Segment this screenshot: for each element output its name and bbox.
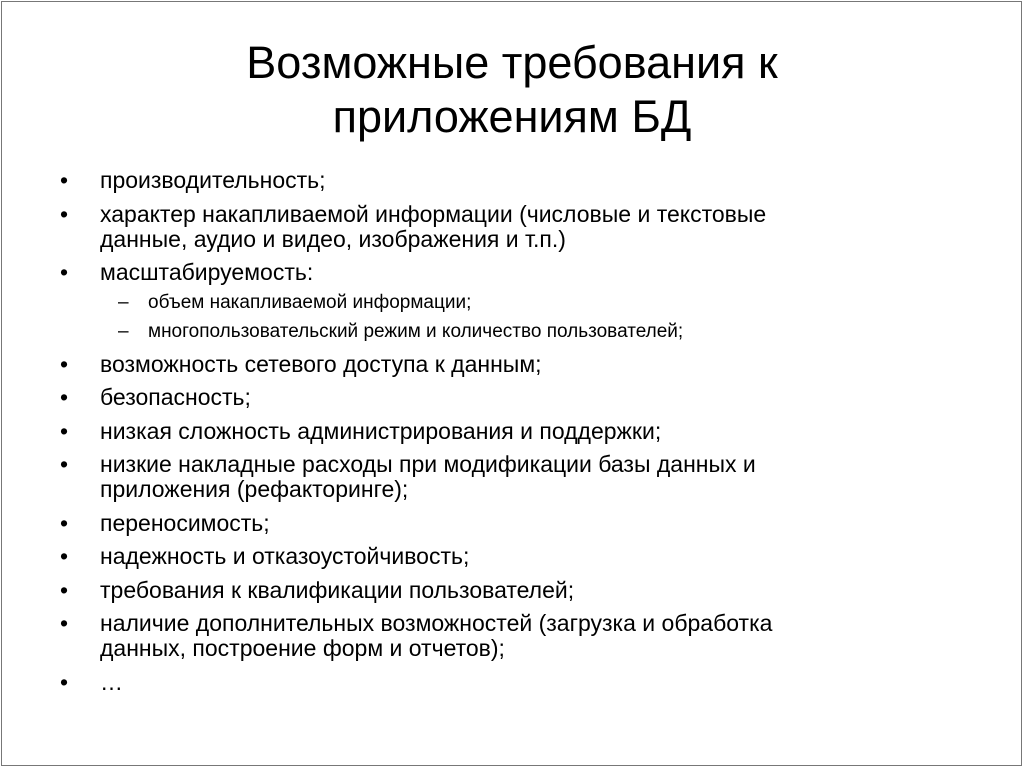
list-item [60, 511, 1000, 536]
title-line-2: приложениям БД [332, 91, 692, 142]
bullet-marker: • [60, 451, 69, 477]
item-text-line: возможность сетевого доступа к данным; [100, 350, 542, 377]
list-item [60, 385, 1000, 410]
dash-marker: – [118, 291, 129, 313]
bullet-marker: • [60, 384, 69, 410]
list-item [60, 260, 1000, 285]
list-item [60, 544, 1000, 569]
item-text-line: данных, построение форм и отчетов); [100, 635, 505, 661]
item-text-line: характер накапливаемой информации (числовые и текстовые [100, 200, 767, 227]
item-text-line: приложения (рефакторинге); [100, 476, 409, 502]
bullet-marker: • [60, 350, 69, 377]
list-item [60, 578, 1000, 603]
item-text-line: безопасность; [100, 384, 251, 410]
list-item [60, 202, 1000, 252]
list-item [60, 352, 1000, 377]
bullet-list [60, 168, 1000, 703]
bullet-marker: • [60, 610, 69, 636]
sub-list-item [60, 292, 1000, 314]
bullet-marker: • [60, 259, 69, 285]
item-text-line: низкие накладные расходы при модификации базы данных и [100, 451, 756, 477]
list-item [60, 611, 1000, 661]
list-item [60, 670, 1000, 695]
bullet-marker: • [60, 167, 69, 193]
slide-title [0, 36, 1024, 144]
item-text-line: требования к квалификации пользователей; [100, 576, 575, 603]
title-line-1: Возможные требования к [246, 37, 778, 88]
bullet-marker: • [60, 668, 69, 695]
item-text-line: низкая сложность администрирования и поддержки; [100, 417, 662, 444]
list-item [60, 452, 1000, 502]
item-text-line: объем накапливаемой информации; [148, 291, 472, 313]
item-text-line: наличие дополнительных возможностей (загрузка и обработка [100, 610, 773, 636]
list-item [60, 419, 1000, 444]
bullet-marker: • [60, 417, 69, 444]
item-text-line: надежность и отказоустойчивость; [100, 543, 470, 569]
item-text-line: производительность; [100, 167, 326, 193]
list-item [60, 168, 1000, 193]
bullet-marker: • [60, 543, 69, 569]
sub-list-item [60, 321, 1000, 343]
bullet-marker: • [60, 576, 69, 603]
item-text-line: многопользовательский режим и количество пользователей; [148, 320, 684, 342]
item-text-line: переносимость; [100, 509, 270, 536]
dash-marker: – [118, 320, 129, 342]
bullet-marker: • [60, 200, 69, 227]
bullet-marker: • [60, 509, 69, 536]
item-text-line: масштабируемость: [100, 259, 314, 285]
item-text-line: … [100, 668, 123, 695]
item-text-line: данные, аудио и видео, изображения и т.п.) [100, 225, 566, 252]
